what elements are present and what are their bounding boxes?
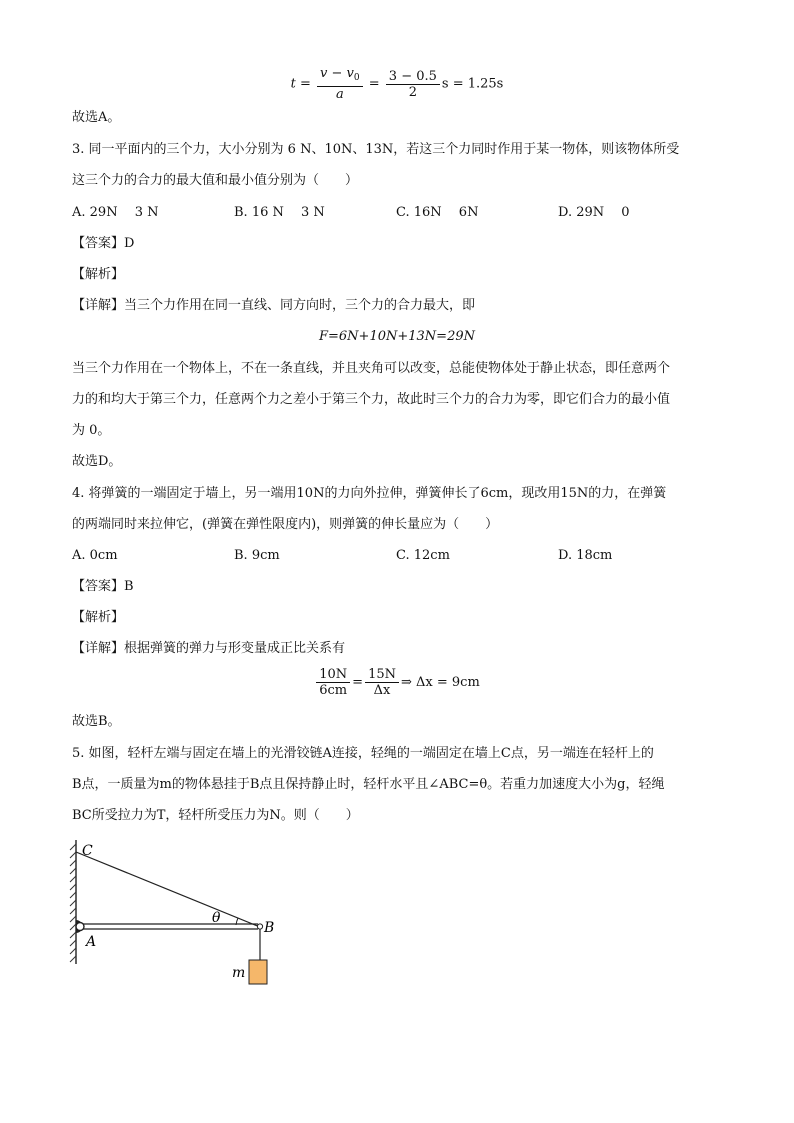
equation-time: t = $\frac{v - v_0}{a}$ = $\frac{3 - 0.5}{2}$ s = 1.25s <box>290 66 504 102</box>
eq-tail: s = 1.25s <box>441 76 504 92</box>
q4-answer: 【答案】B <box>72 579 134 594</box>
eq-lhs: t <box>290 76 296 92</box>
q4-option-a: A. 0cm <box>72 548 118 563</box>
q4-option-d: D. 18cm <box>558 548 613 563</box>
q5-line2: B点，一质量为m的物体悬挂于B点且保持静止时，轻杆水平且∠ABC=θ。若重力加速度大小为g，轻绳 <box>72 777 665 792</box>
eq-frac-2 <box>386 69 440 100</box>
q3-option-d: D. 29N 0 <box>558 205 630 220</box>
q4-option-c: C. 12cm <box>396 548 450 563</box>
q3-option-a: A. 29N 3 N <box>72 205 159 220</box>
eq-den-1: a <box>335 87 344 102</box>
q3-text3: 为 0。 <box>72 423 111 438</box>
q4-frac-2 <box>365 667 399 698</box>
q4-eq-tail: ⇒ Δx = 9cm <box>400 675 480 690</box>
mass-block <box>249 960 267 984</box>
q5-line3: BC所受拉力为T，轻杆所受压力为N。则（ ） <box>72 808 359 823</box>
label-b: B <box>264 920 275 936</box>
eq-num-2: 3 − 0.5 <box>386 69 440 85</box>
q3-text2: 力的和均大于第三个力，任意两个力之差小于第三个力，故此时三个力的合力为零，即它们合力的最小值 <box>72 392 671 407</box>
choose-a: 故选A。 <box>72 110 121 125</box>
q4-choose: 故选B。 <box>72 714 121 729</box>
eq-num-1: v − v <box>320 66 354 81</box>
q4-frac-2-den: Δx <box>373 683 391 698</box>
q3-formula: F=6N+10N+13N=29N <box>319 329 475 344</box>
q4-frac-1-num: 10N <box>316 667 350 683</box>
q4-equation: $\frac{10N}{6cm}$ = $\frac{15N}{\Delta x}$ ⇒ Δx = 9cm <box>0 667 794 698</box>
hinge-rope-figure <box>60 836 300 996</box>
q3-option-b: B. 16 N 3 N <box>234 205 325 220</box>
rope-bc <box>76 852 260 927</box>
q4-line1: 4. 将弹簧的一端固定于墙上，另一端用10N的力向外拉伸，弹簧伸长了6cm，现改用15N的力，在弹簧 <box>72 486 667 501</box>
q4-option-b: B. 9cm <box>234 548 280 563</box>
q3-option-c: C. 16N 6N <box>396 205 479 220</box>
q4-frac-1-den: 6cm <box>319 683 348 698</box>
label-c: C <box>82 843 93 859</box>
q3-line1: 3. 同一平面内的三个力，大小分别为 6 N、10N、13N，若这三个力同时作用于某一物体，则该物体所受 <box>72 142 680 157</box>
label-a: A <box>86 934 97 950</box>
q3-text1: 当三个力作用在一个物体上，不在一条直线，并且夹角可以改变，总能使物体处于静止状态，即任意两个 <box>72 361 671 376</box>
q4-frac-1 <box>316 667 350 698</box>
q4-frac-2-num: 15N <box>365 667 399 683</box>
q4-line2: 的两端同时来拉伸它，(弹簧在弹性限度内)，则弹簧的伸长量应为（ ） <box>72 517 499 532</box>
wall-hatching <box>70 844 76 962</box>
q3-analysis: 【解析】 <box>72 267 125 282</box>
q3-choose: 故选D。 <box>72 454 122 469</box>
q4-analysis: 【解析】 <box>72 610 125 625</box>
q5-line1: 5. 如图，轻杆左端与固定在墙上的光滑铰链A连接，轻绳的一端固定在墙上C点，另一端连在轻杆上的 <box>72 746 654 761</box>
q3-detail: 【详解】当三个力作用在同一直线、同方向时，三个力的合力最大，即 <box>72 298 476 313</box>
eq-frac-1 <box>317 66 363 102</box>
label-m: m <box>232 965 246 981</box>
hinge-pin <box>76 923 84 931</box>
q4-detail: 【详解】根据弹簧的弹力与形变量成正比关系有 <box>72 641 346 656</box>
label-theta: θ <box>212 910 221 926</box>
eq-num-1-sub: 0 <box>353 73 360 83</box>
q3-answer: 【答案】D <box>72 236 135 251</box>
point-b <box>257 924 262 929</box>
eq-den-2: 2 <box>408 84 417 100</box>
q3-line2: 这三个力的合力的最大值和最小值分别为（ ） <box>72 173 359 188</box>
